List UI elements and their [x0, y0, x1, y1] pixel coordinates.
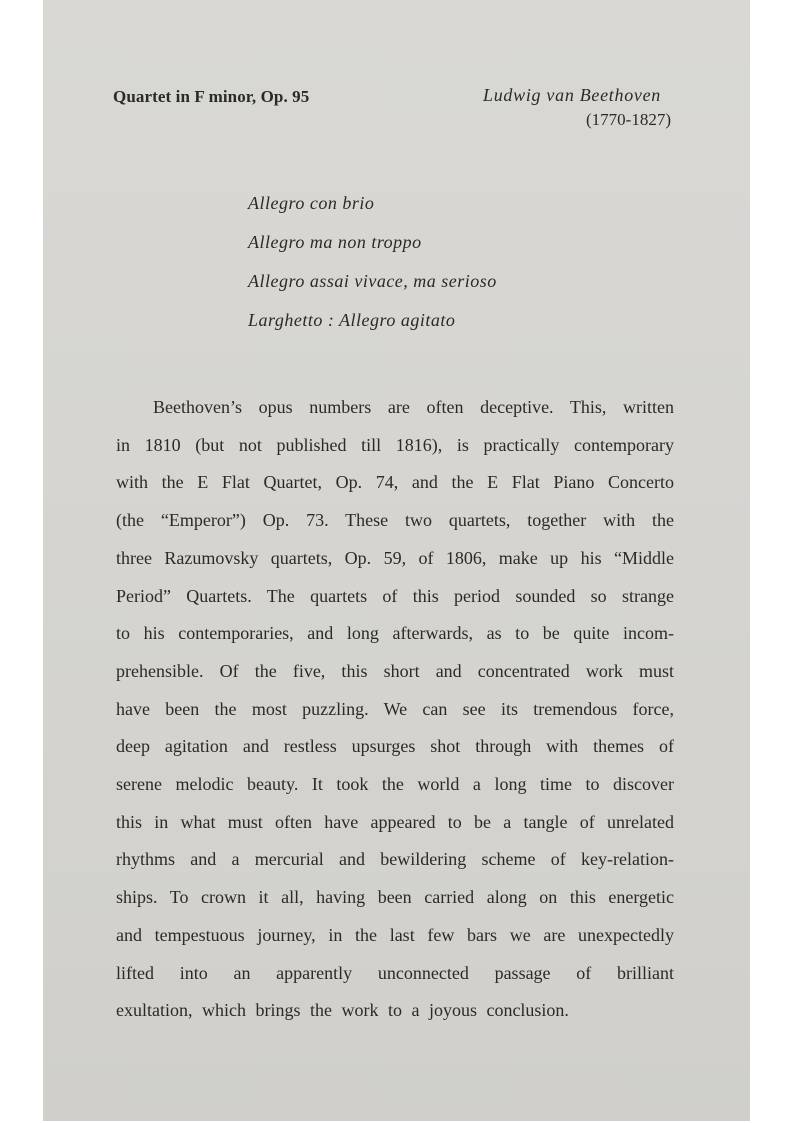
program-notes — [116, 389, 674, 1030]
composer-block — [471, 83, 673, 133]
composer-dates: (1770-1827) — [586, 110, 671, 129]
notes-line: deep agitation and restless upsurges shot through with themes of — [116, 736, 674, 757]
composer-name: Ludwig van Beethoven — [483, 85, 661, 105]
notes-line: in 1810 (but not published till 1816), is practically contemporary — [116, 434, 674, 455]
notes-line: Beethoven’s opus numbers are often deceptive. This, written — [153, 397, 674, 417]
notes-line: have been the most puzzling. We can see its tremendous force, — [116, 698, 674, 719]
notes-line: serene melodic beauty. It took the world a long time to discover — [116, 774, 674, 795]
movement-2: Allegro ma non troppo — [248, 232, 422, 252]
notes-line: exultation, which brings the work to a joyous conclusion. — [116, 1000, 569, 1021]
notes-line: this in what must often have appeared to be a tangle of unrelated — [116, 811, 674, 832]
notes-line: prehensible. Of the five, this short and concentrated work must — [116, 660, 674, 681]
movement-3: Allegro assai vivace, ma serioso — [248, 271, 497, 291]
notes-line: three Razumovsky quartets, Op. 59, of 1806, make up his “Middle — [116, 547, 674, 568]
piece-title: Quartet in F minor, Op. 95 — [113, 87, 310, 106]
program-page — [43, 0, 750, 1121]
movement-4: Larghetto : Allegro agitato — [248, 310, 456, 330]
notes-line: (the “Emperor”) Op. 73. These two quartets, together with the — [116, 510, 674, 531]
movement-1: Allegro con brio — [248, 193, 375, 213]
notes-line: lifted into an apparently unconnected passage of brilliant — [116, 962, 674, 983]
notes-line: with the E Flat Quartet, Op. 74, and the E Flat Piano Concerto — [116, 472, 674, 493]
movement-list — [248, 184, 497, 340]
notes-line: ships. To crown it all, having been carried along on this energetic — [116, 887, 674, 908]
notes-line: and tempestuous journey, in the last few bars we are unexpectedly — [116, 924, 674, 945]
notes-line: rhythms and a mercurial and bewildering scheme of key-relation- — [116, 849, 674, 870]
notes-line: to his contemporaries, and long afterwards, as to be quite incom- — [116, 623, 674, 644]
notes-line: Period” Quartets. The quartets of this period sounded so strange — [116, 585, 674, 606]
